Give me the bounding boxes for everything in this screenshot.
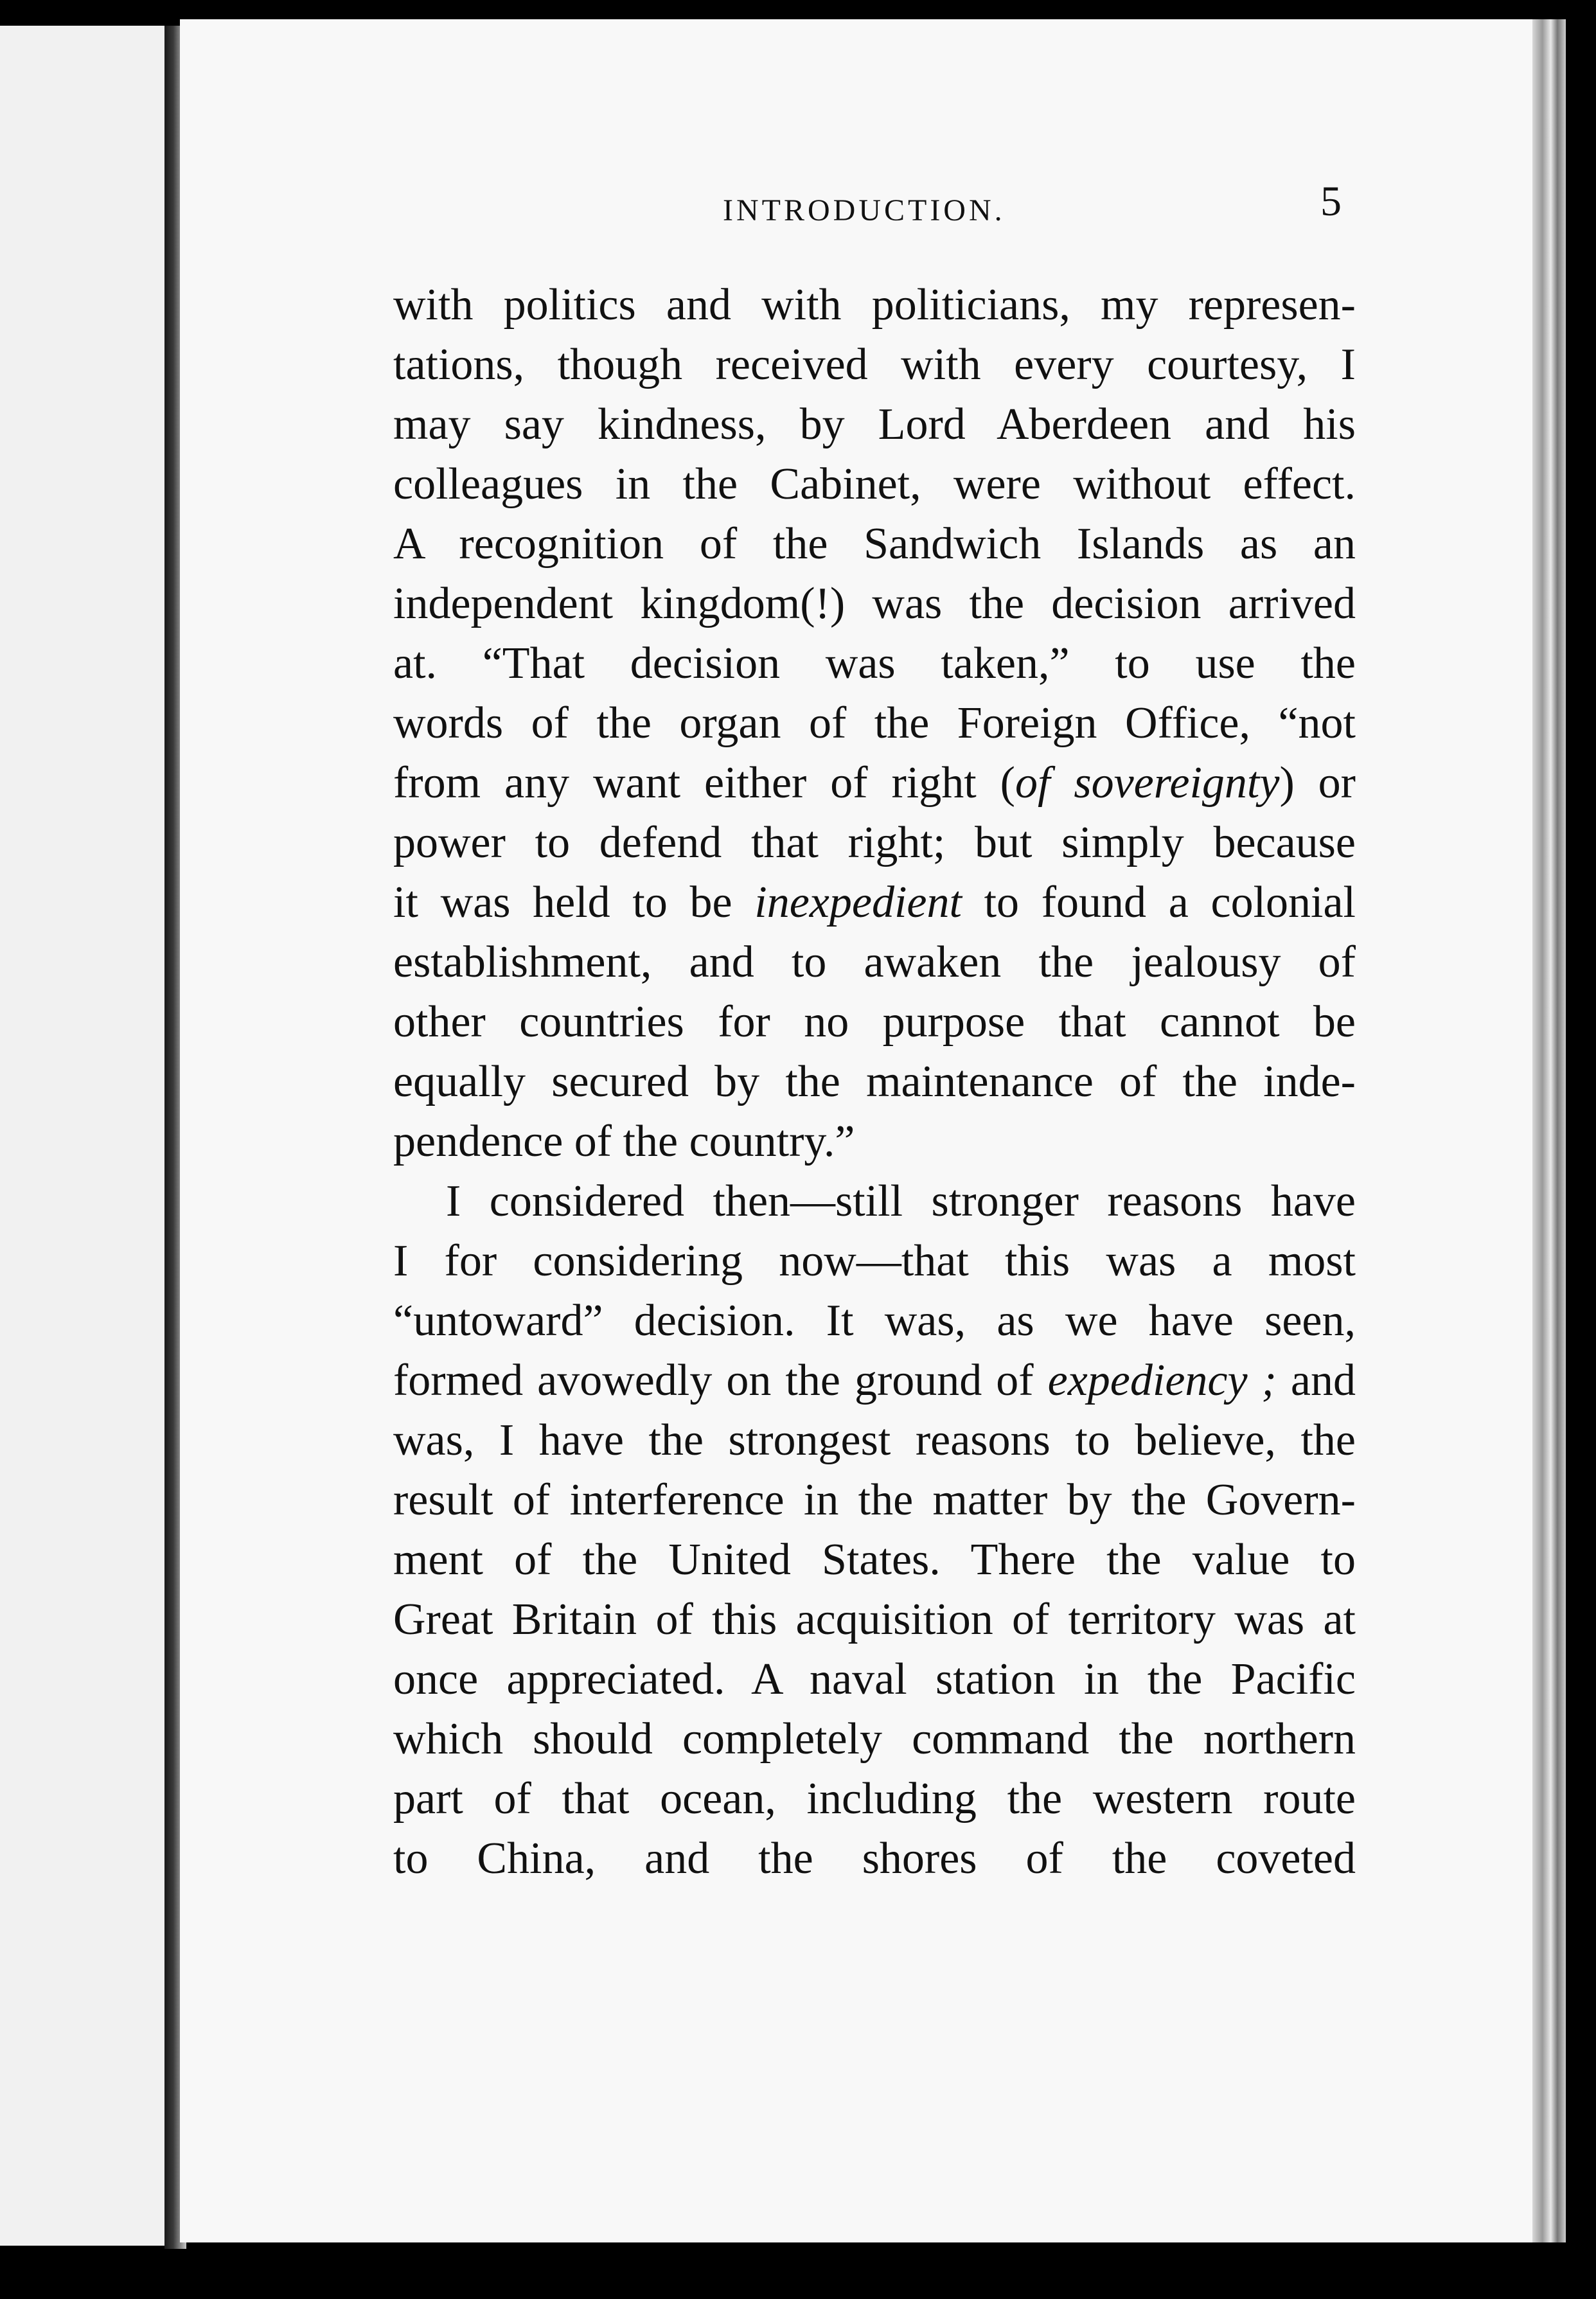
body-text [393, 275, 1356, 1888]
text-segment: to China, and the shores of the coveted [393, 1834, 1356, 1883]
text-line [393, 1530, 1356, 1590]
text-line [393, 693, 1356, 753]
text-segment: it was held to be [393, 878, 755, 927]
text-segment: which should completely command the northern [393, 1714, 1356, 1764]
text-segment: from any want either of right ( [393, 758, 1015, 808]
text-segment: I for considering now—that this was a most [393, 1236, 1356, 1286]
italic-text: expediency ; [1047, 1356, 1277, 1405]
page-stack-edge [1532, 19, 1566, 2242]
text-segment: once appreciated. A naval station in the Pacific [393, 1655, 1356, 1704]
text-line [393, 813, 1356, 873]
text-segment: at. “That decision was taken,” to use the [393, 639, 1356, 688]
text-line [393, 1291, 1356, 1351]
text-line [393, 1351, 1356, 1410]
text-segment: was, I have the strongest reasons to believe, the [393, 1416, 1356, 1465]
text-line [393, 1709, 1356, 1769]
text-line [393, 1590, 1356, 1649]
running-title: INTRODUCTION. [723, 193, 1006, 227]
italic-text: of sovereignty [1015, 758, 1280, 808]
text-line [393, 1171, 1356, 1231]
text-segment: “untoward” decision. It was, as we have seen, [393, 1296, 1356, 1345]
text-line [393, 992, 1356, 1052]
text-segment: independent kingdom(!) was the decision arrived [393, 579, 1356, 628]
text-segment: to found a colonial [961, 878, 1356, 927]
text-line [393, 1410, 1356, 1470]
text-line [393, 1649, 1356, 1709]
text-segment: with politics and with politicians, my represen- [393, 280, 1356, 330]
text-segment: words of the organ of the Foreign Office, “not [393, 698, 1356, 748]
text-segment: equally secured by the maintenance of the inde- [393, 1057, 1356, 1106]
text-segment: colleagues in the Cabinet, were without effect. [393, 459, 1356, 509]
text-segment: I considered then—still stronger reasons have [446, 1176, 1356, 1226]
facing-page-edge [0, 26, 177, 2246]
text-line [393, 275, 1356, 335]
text-segment: result of interference in the matter by the Govern- [393, 1475, 1356, 1525]
text-line [393, 574, 1356, 634]
text-line [393, 873, 1356, 932]
text-segment: power to defend that right; but simply because [393, 818, 1356, 867]
text-line [393, 395, 1356, 454]
text-segment: Great Britain of this acquisition of territory was at [393, 1595, 1356, 1644]
text-segment: ) or [1279, 758, 1356, 808]
text-segment: pendence of the country.” [393, 1117, 855, 1166]
text-line [393, 1112, 1356, 1171]
text-segment: ment of the United States. There the value to [393, 1535, 1356, 1584]
text-segment: tations, though received with every courtesy, I [393, 340, 1356, 389]
text-segment: may say kindness, by Lord Aberdeen and his [393, 400, 1356, 449]
text-line [393, 454, 1356, 514]
text-segment: other countries for no purpose that cannot be [393, 997, 1356, 1047]
italic-text: inexpedient [754, 878, 962, 927]
text-line [393, 1052, 1356, 1112]
text-line [393, 753, 1356, 813]
page-number: 5 [1320, 178, 1342, 225]
text-line [393, 634, 1356, 693]
text-line [393, 1231, 1356, 1291]
text-line [393, 1470, 1356, 1530]
text-line [393, 335, 1356, 395]
text-segment: and [1276, 1356, 1356, 1405]
text-segment: A recognition of the Sandwich Islands as an [393, 519, 1356, 569]
text-line [393, 1769, 1356, 1829]
text-line [393, 932, 1356, 992]
text-line [393, 514, 1356, 574]
text-segment: establishment, and to awaken the jealousy of [393, 937, 1356, 987]
text-line [393, 1829, 1356, 1888]
text-segment: formed avowedly on the ground of [393, 1356, 1048, 1405]
text-segment: part of that ocean, including the western route [393, 1774, 1356, 1824]
